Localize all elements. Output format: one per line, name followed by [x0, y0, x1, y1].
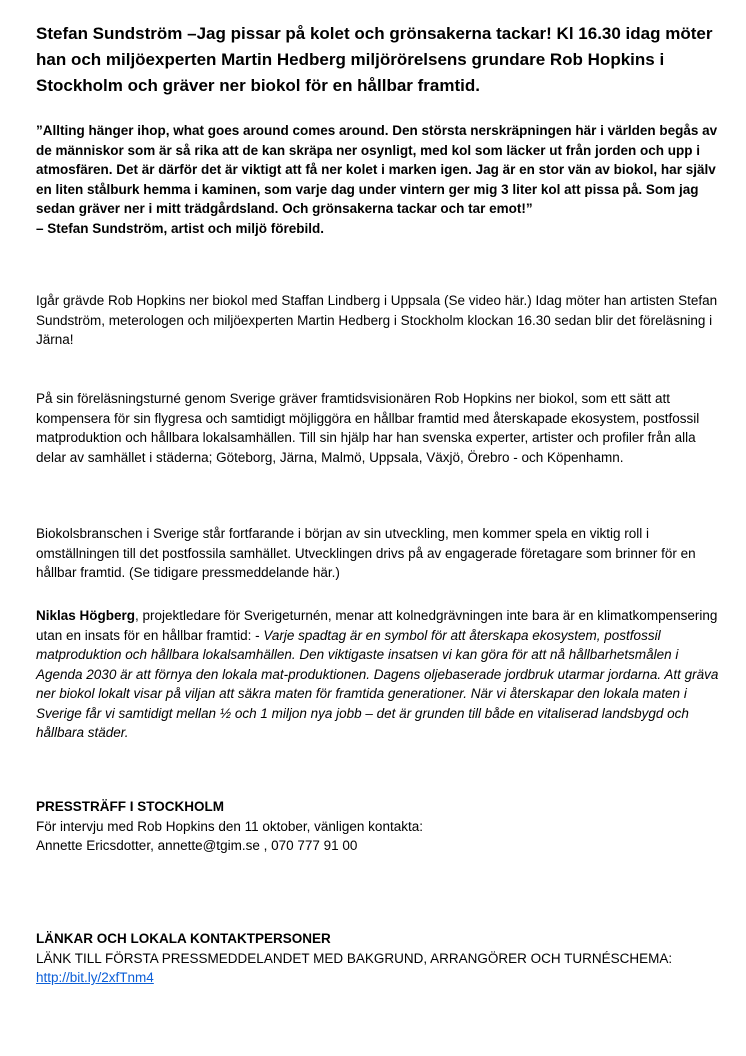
links-section: [36, 929, 726, 988]
quote-text: ”Allting hänger ihop, what goes around comes around. Den största nerskräpningen här i världen begås av de människor som är så rika att de kan skräpa ner osynligt, med kol som läcker ut från jorden och upp i atmosfären. Det är därför det är viktigt att få ner kolet i marken igen. Jag är en stor vän av biokol, har själv en liten stålburk hemma i kaminen, som varje dag under vintern ger mig 3 liter kol att pissa på. Som jag sedan gräver ner i mitt trädgårdsland. Och grönsakerna tackar och tar emot!”: [36, 123, 718, 216]
press-contact-details: Annette Ericsdotter, annette@tgim.se , 070 777 91 00: [36, 838, 358, 853]
niklas-paragraph: [36, 606, 726, 743]
quote-attribution: – Stefan Sundström, artist och miljö förebild.: [36, 220, 325, 236]
press-heading: PRESSTRÄFF I STOCKHOLM: [36, 799, 225, 814]
links-heading: LÄNKAR OCH LOKALA KONTAKTPERSONER: [36, 931, 331, 946]
niklas-intro: , projektledare för Sverigeturnén, menar att kolnedgrävningen inte bara är en klimatkompensering utan en insats för en hållbar framtid: -: [36, 608, 718, 643]
niklas-name: Niklas Högberg: [36, 608, 136, 623]
press-contact-line: För intervju med Rob Hopkins den 11 oktober, vänligen kontakta:: [36, 818, 423, 834]
niklas-quote: Varje spadtag är en symbol för att återskapa ekosystem, postfossil matproduktion och hållbara lokalsamhällen. Den viktigaste insatsen vi kan göra för att nå hållbarhetsmålen i Agenda 2030 är att förnya den lokala mat-produktionen. Dagens oljebaserade jordbruk utarmar jordarna. Att gräva ner biokol lokalt visar på viljan att säkra maten för framtida generationer. När vi återskapar den lokala maten i Sverige får vi samtidigt mellan ½ och 1 miljon nya jobb – det är grunden till både en vitaliserad landsbygd och hållbara städer.: [36, 627, 719, 740]
quote-block: [36, 121, 726, 238]
paragraph-3: Biokolsbranschen i Sverige står fortfarande i början av sin utveckling, men kommer spela en viktig roll i omställningen till det postfossila samhället. Utvecklingen drivs på av engagerade företagare som brinner för en hållbar framtid. (Se tidigare pressmeddelande här.): [36, 526, 696, 580]
press-release-link[interactable]: http://bit.ly/2xfTnm4: [36, 970, 154, 985]
paragraph-2: På sin föreläsningsturné genom Sverige gräver framtidsvisionären Rob Hopkins ner biokol, som ett sätt att kompensera för sin flygresa och samtidigt möjliggöra en hållbar framtid med återskapade ekosystem, postfossil matproduktion och hållbara lokalsamhällen. Till sin hjälp har han svenska experter, artister och profiler från alla delar av samhället i städerna; Göteborg, Järna, Malmö, Uppsala, Växjö, Örebro - och Köpenhamn.: [36, 391, 700, 465]
paragraph-1: Igår grävde Rob Hopkins ner biokol med Staffan Lindberg i Uppsala (Se video här.) Idag möter han artisten Stefan Sundström, meterologen och miljöexperten Martin Hedberg i Stockholm klockan 16.30 sedan blir det föreläsning i Järna!: [36, 293, 718, 347]
press-section: [36, 797, 726, 856]
links-text: LÄNK TILL FÖRSTA PRESSMEDDELANDET MED BAKGRUND, ARRANGÖRER OCH TURNÉSCHEMA:: [36, 950, 673, 966]
page-title: Stefan Sundström –Jag pissar på kolet och grönsakerna tackar! Kl 16.30 idag möter han och miljöexperten Martin Hedberg miljörörelsens grundare Rob Hopkins i Stockholm och gräver ner biokol för en hållbar framtid.: [36, 24, 713, 95]
